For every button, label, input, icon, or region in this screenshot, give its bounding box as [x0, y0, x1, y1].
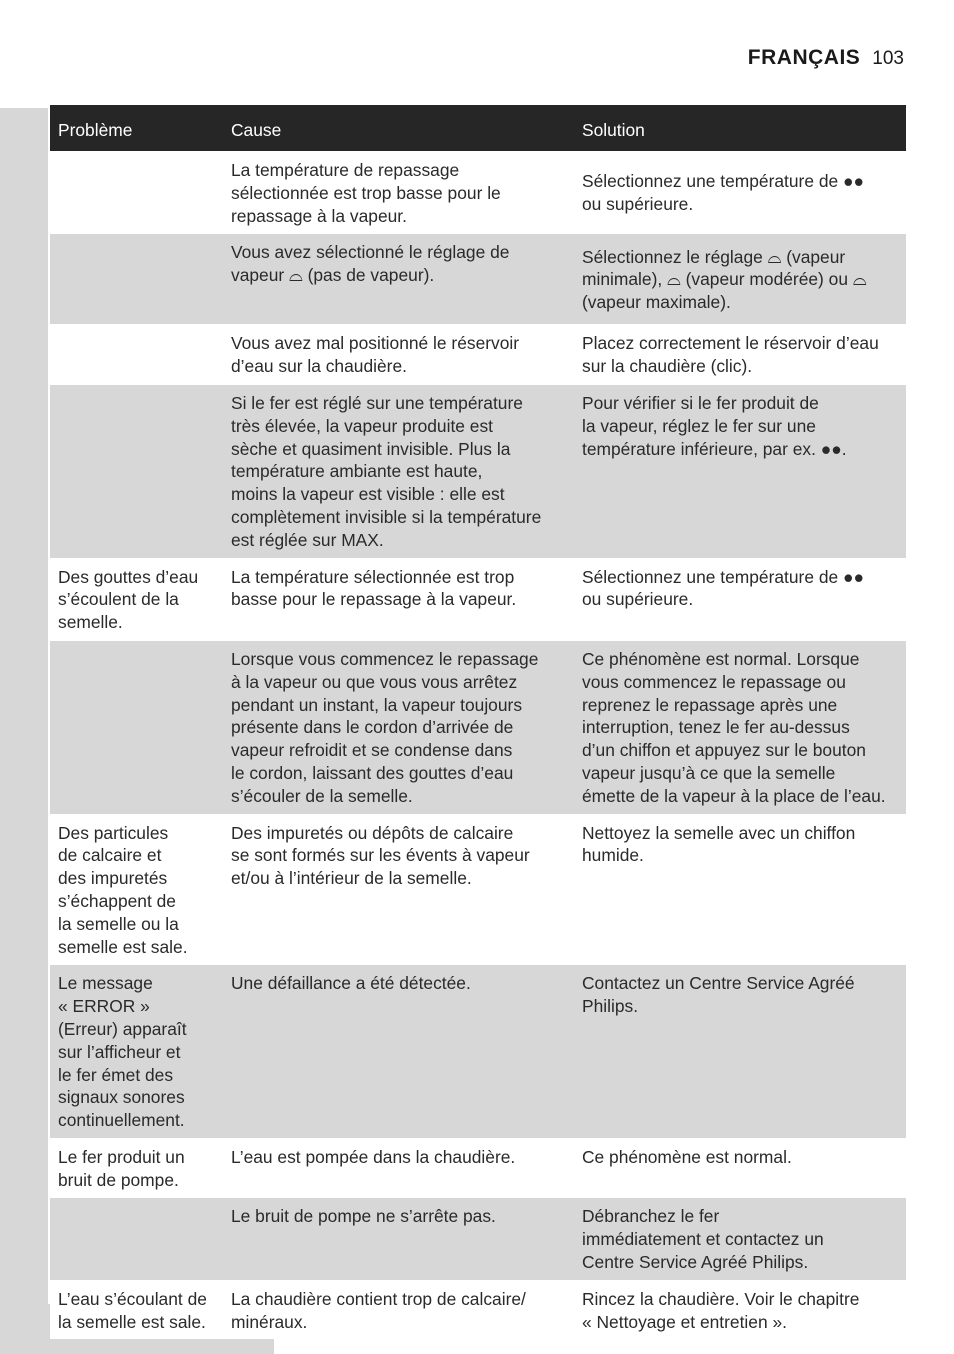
- cause-cell: L’eau est pompée dans la chaudière.: [223, 1138, 574, 1198]
- solution-cell: Placez correctement le réservoir d’eau sur la chaudière (clic).: [574, 325, 906, 385]
- problem-cell: Des gouttes d’eau s’écoulent de la semelle.: [50, 558, 223, 640]
- solution-cell: Débranchez le fer immédiatement et contactez un Centre Service Agréé Philips.: [574, 1198, 906, 1280]
- table-row: [50, 558, 906, 640]
- solution-cell: Pour vérifier si le fer produit de la vapeur, réglez le fer sur une température inférieure, par ex. ●●.: [574, 384, 906, 558]
- table-header-row: [50, 105, 906, 152]
- table-row: [50, 965, 906, 1139]
- solution-cell: Ce phénomène est normal.: [574, 1138, 906, 1198]
- solution-cell: Sélectionnez une température de ●● ou supérieure.: [574, 152, 906, 234]
- cause-cell: La chaudière contient trop de calcaire/ minéraux.: [223, 1280, 574, 1339]
- cause-cell: La température de repassage sélectionnée est trop basse pour le repassage à la vapeur.: [223, 152, 574, 234]
- table-row: [50, 152, 906, 234]
- cause-cell: Des impuretés ou dépôts de calcaire se sont formés sur les évents à vapeur et/ou à l’intérieur de la semelle.: [223, 814, 574, 965]
- table-row: [50, 814, 906, 965]
- cause-cell: Le bruit de pompe ne s’arrête pas.: [223, 1198, 574, 1280]
- solution-cell: Contactez un Centre Service Agréé Philips.: [574, 965, 906, 1139]
- column-header-solution: Solution: [574, 105, 906, 152]
- problem-cell: Le fer produit un bruit de pompe.: [50, 1138, 223, 1198]
- solution-cell: Rincez la chaudière. Voir le chapitre « Nettoyage et entretien ».: [574, 1280, 906, 1339]
- cause-cell: La température sélectionnée est trop basse pour le repassage à la vapeur.: [223, 558, 574, 640]
- cause-cell: Lorsque vous commencez le repassage à la vapeur ou que vous vous arrêtez pendant un instant, la vapeur toujours présente dans le cordon d’arrivée de vapeur refroidit et se condense dans le cordon, laissant des gouttes d’eau s’écouler de la semelle.: [223, 640, 574, 814]
- troubleshooting-table: [50, 105, 906, 1339]
- table-row: [50, 325, 906, 385]
- problem-cell: L’eau s’écoulant de la semelle est sale.: [50, 1280, 223, 1339]
- solution-cell: Sélectionnez une température de ●● ou supérieure.: [574, 558, 906, 640]
- cause-cell: Vous avez mal positionné le réservoir d’eau sur la chaudière.: [223, 325, 574, 385]
- problem-cell: [50, 152, 223, 234]
- table-row: [50, 384, 906, 558]
- page-header: [748, 46, 904, 70]
- problem-cell: [50, 384, 223, 558]
- problem-cell: [50, 234, 223, 325]
- problem-cell: Le message « ERROR » (Erreur) apparaît sur l’afficheur et le fer émet des signaux sonores continuellement.: [50, 965, 223, 1139]
- language-label: FRANÇAIS: [747, 46, 861, 69]
- table-row: [50, 1138, 906, 1198]
- table-row: [50, 1198, 906, 1280]
- column-header-cause: Cause: [223, 105, 574, 152]
- problem-cell: Des particules de calcaire et des impuretés s’échappent de la semelle ou la semelle est sale.: [50, 814, 223, 965]
- cause-cell: Vous avez sélectionné le réglage de vapeur ⌓ (pas de vapeur).: [223, 234, 574, 325]
- side-margin-band: [0, 108, 48, 1354]
- table-row: [50, 640, 906, 814]
- cause-cell: Si le fer est réglé sur une température très élevée, la vapeur produite est sèche et quasiment invisible. Plus la température ambiante est haute, moins la vapeur est visible : elle est complètement invisible si la température est réglée sur MAX.: [223, 384, 574, 558]
- problem-cell: [50, 640, 223, 814]
- cause-cell: Une défaillance a été détectée.: [223, 965, 574, 1139]
- solution-cell: Ce phénomène est normal. Lorsque vous commencez le repassage ou reprenez le repassage après une interruption, tenez le fer au-dessus d’un chiffon et appuyez sur le bouton vapeur jusqu’à ce que la semelle émette de la vapeur à la place de l’eau.: [574, 640, 906, 814]
- page-number: 103: [872, 48, 904, 69]
- problem-cell: [50, 1198, 223, 1280]
- solution-cell: Sélectionnez le réglage ⌓ (vapeur minimale), ⌓ (vapeur modérée) ou ⌓ (vapeur maximale).: [574, 234, 906, 325]
- column-header-problem: Problème: [50, 105, 223, 152]
- table-row: [50, 1280, 906, 1339]
- problem-cell: [50, 325, 223, 385]
- table-row: [50, 234, 906, 325]
- solution-cell: Nettoyez la semelle avec un chiffon humide.: [574, 814, 906, 965]
